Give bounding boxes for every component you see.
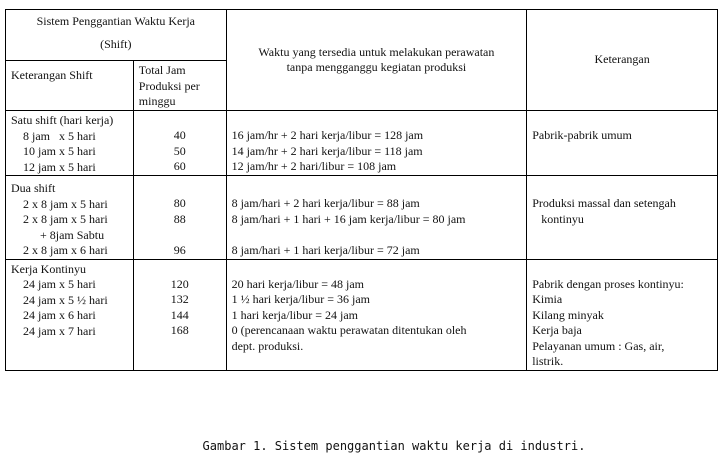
hours-blank (134, 227, 226, 243)
figure-caption-text: Gambar 1. Sistem penggantian waktu kerja di industri. (202, 439, 586, 453)
header-total-jam-line: Total Jam (138, 63, 186, 77)
group-title: Satu shift (hari kerja) (11, 113, 114, 127)
shift-item: 2 x 8 jam x 5 hari (23, 196, 108, 211)
time-value: 8 jam/hari + 1 hari + 16 jam kerja/libur = 80 jam (231, 211, 466, 226)
shift-cell (6, 111, 134, 176)
time-value: dept. produksi. (231, 338, 304, 353)
note-line: kontinyu (541, 211, 584, 226)
hours-value: 144 (170, 307, 189, 322)
time-value: 8 jam/hari + 1 hari kerja/libur = 72 jam (231, 242, 420, 257)
hours-value: 120 (170, 276, 189, 291)
time-value: 12 jam/hr + 2 hari/libur = 108 jam (231, 159, 397, 173)
header-total-jam-line: minggu (138, 94, 176, 108)
time-value: 8 jam/hari + 2 hari kerja/libur = 88 jam (231, 196, 420, 210)
hours-value: 96 (173, 242, 186, 257)
header-system-title: Sistem Penggantian Waktu Kerja (36, 14, 196, 28)
hours-value: 60 (173, 159, 186, 173)
hours-cell (133, 176, 226, 260)
time-value: 14 jam/hr + 2 hari kerja/libur = 118 jam (231, 143, 423, 158)
time-value: 20 hari kerja/libur = 48 jam (231, 276, 364, 291)
shift-item: 24 jam x 5 hari (23, 277, 96, 291)
note-line: Pabrik dengan proses kontinyu: (532, 276, 684, 291)
shift-item: 10 jam x 5 hari (23, 144, 96, 158)
shift-item: 24 jam x 7 hari (23, 323, 96, 338)
shift-cell (6, 259, 134, 370)
group-title: Dua shift (11, 181, 56, 195)
table-row (6, 111, 718, 176)
shift-item: 2 x 8 jam x 6 hari (23, 243, 108, 257)
hours-cell (133, 111, 226, 176)
shift-item: 12 jam x 5 hari (23, 159, 96, 174)
header-system-subtitle: (Shift) (100, 36, 132, 51)
note-cell (527, 259, 718, 370)
figure-caption (0, 439, 724, 453)
time-value: 1 ½ hari kerja/libur = 36 jam (231, 292, 370, 306)
time-value: 16 jam/hr + 2 hari kerja/libur = 128 jam (231, 128, 424, 142)
hours-value: 50 (173, 143, 186, 158)
group-title: Kerja Kontinyu (11, 261, 86, 276)
hours-value: 88 (173, 211, 186, 226)
time-cell (226, 259, 527, 370)
header-waktu-line: Waktu yang tersedia untuk melakukan perawatan (258, 44, 495, 59)
header-ket-shift: Keterangan Shift (6, 61, 134, 111)
note-line: Kerja baja (532, 323, 582, 337)
hours-value: 40 (173, 128, 186, 142)
note-line: Kilang minyak (532, 307, 604, 322)
hours-value: 132 (170, 292, 189, 306)
time-cell (226, 111, 527, 176)
header-waktu-line: tanpa mengganggu kegiatan produksi (286, 60, 467, 74)
hours-cell (133, 259, 226, 370)
note-line: Kimia (532, 292, 563, 306)
note-cell (527, 176, 718, 260)
shift-item: 8 jam x 5 hari (23, 128, 96, 143)
header-total-jam-cell (133, 61, 226, 111)
header-waktu-cell (226, 10, 527, 111)
time-blank (232, 227, 523, 243)
time-value: 0 (perencanaan waktu perawatan ditentukan oleh (231, 323, 467, 337)
hours-value: 80 (173, 196, 186, 210)
shift-item: + 8jam Sabtu (40, 227, 105, 242)
note-line: Produksi massal dan setengah (532, 196, 676, 210)
table-row (6, 259, 718, 370)
note-line: Pabrik-pabrik umum (532, 128, 632, 142)
note-line: listrik. (532, 354, 564, 368)
note-cell (527, 111, 718, 176)
time-value: 1 hari kerja/libur = 24 jam (231, 307, 358, 322)
header-total-jam-line: Produksi per (138, 78, 200, 93)
shift-cell (6, 176, 134, 260)
note-line: Pelayanan umum : Gas, air, (532, 338, 665, 353)
shift-item: 24 jam x 6 hari (23, 308, 96, 322)
shift-system-table (5, 9, 718, 371)
header-keterangan: Keterangan (527, 10, 718, 111)
table-header-row (6, 10, 718, 61)
header-system-cell (6, 10, 227, 61)
table-row (6, 176, 718, 260)
hours-value: 168 (170, 323, 189, 337)
shift-item: 24 jam x 5 ½ hari (23, 292, 108, 307)
shift-item: 2 x 8 jam x 5 hari (23, 212, 108, 226)
time-cell (226, 176, 527, 260)
